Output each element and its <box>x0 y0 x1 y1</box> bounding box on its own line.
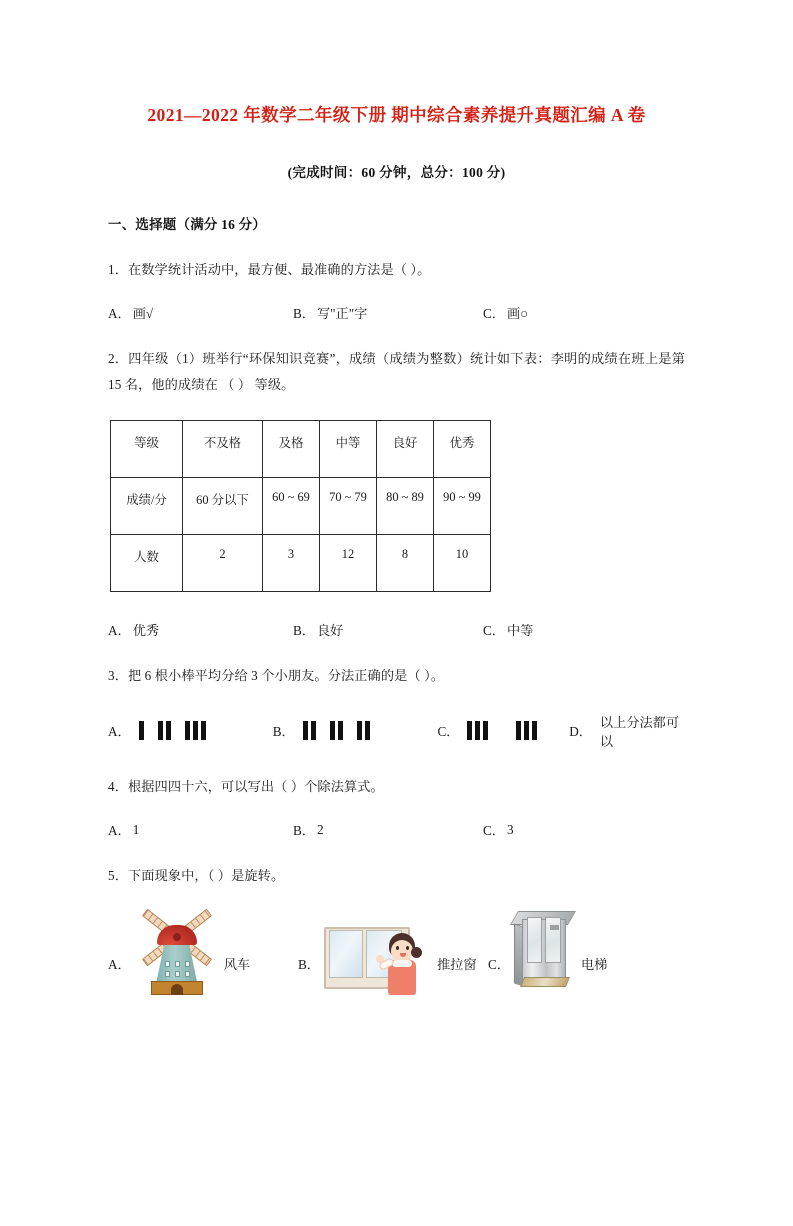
question-5-option-c[interactable] <box>488 909 607 995</box>
question-5-text: 5．下面现象中，（ ）是旋转。 <box>108 868 285 884</box>
question-4-options <box>108 820 685 839</box>
table-cell: 2 <box>183 534 263 591</box>
stick-icon <box>139 721 144 740</box>
windmill-window-icon <box>185 971 190 977</box>
question-4-option-a[interactable] <box>108 820 293 839</box>
question-3-text: 3．把 6 根小棒平均分给 3 个小朋友。分法正确的是（ ）。 <box>108 667 445 683</box>
option-text: 风车 <box>223 957 251 973</box>
option-text: 电梯 <box>580 957 608 973</box>
question-5-option-a[interactable] <box>108 903 298 995</box>
option-text: 优秀 <box>132 622 160 638</box>
table-cell: 优秀 <box>434 420 491 477</box>
table-cell: 及格 <box>263 420 320 477</box>
option-label: C． <box>437 724 460 740</box>
question-2-option-b[interactable] <box>293 620 483 639</box>
question-3-option-b[interactable] <box>273 721 438 740</box>
window-pane-icon <box>329 930 363 978</box>
table-cell: 3 <box>263 534 320 591</box>
girl-face <box>391 940 413 962</box>
windmill-window-icon <box>175 971 180 977</box>
table-cell: 10 <box>434 534 491 591</box>
option-label: A． <box>108 957 131 973</box>
table-cell: 70 ~ 79 <box>320 477 377 534</box>
stick-icon <box>475 721 480 740</box>
question-2-option-c[interactable] <box>483 620 633 639</box>
question-4-option-c[interactable] <box>483 820 633 839</box>
stick-icon <box>483 721 488 740</box>
option-text: 以上分法都可以 <box>599 714 680 749</box>
option-text: 2 <box>316 821 324 837</box>
exam-page <box>0 104 793 1226</box>
stick-icon <box>158 721 163 740</box>
question-3-option-c[interactable] <box>437 721 569 740</box>
question-1-option-a[interactable] <box>108 303 293 322</box>
windmill-window-icon <box>165 971 170 977</box>
question-4-text: 4．根据四四十六，可以写出（ ）个除法算式。 <box>108 778 384 794</box>
question-2-options <box>108 620 685 639</box>
windmill-window-icon <box>165 961 170 967</box>
windmill-picture <box>135 903 219 995</box>
question-4-option-b[interactable] <box>293 820 483 839</box>
table-cell: 等级 <box>111 420 183 477</box>
windmill-hub-icon <box>173 933 181 941</box>
question-1-option-b[interactable] <box>293 303 483 322</box>
question-1-options <box>108 303 685 322</box>
girl-figure <box>380 933 428 995</box>
option-label: B． <box>293 823 315 839</box>
option-text: 推拉窗 <box>436 957 477 973</box>
option-label: B． <box>298 957 320 973</box>
option-label: A． <box>108 306 131 322</box>
table-row <box>111 477 491 534</box>
question-3-option-d[interactable] <box>569 712 685 750</box>
option-label: A． <box>108 724 131 740</box>
option-label: B． <box>272 724 295 740</box>
table-row <box>111 534 491 591</box>
option-label: C． <box>483 306 505 322</box>
stick-bundle <box>516 721 537 740</box>
table-cell: 60 分以下 <box>183 477 263 534</box>
stick-icon <box>201 721 206 740</box>
option-text: 良好 <box>316 622 344 638</box>
stick-bundle <box>158 721 171 740</box>
question-3-options <box>108 712 685 750</box>
question-1-text: 1．在数学统计活动中，最方便、最准确的方法是（ ）。 <box>108 261 431 277</box>
option-label: C． <box>483 823 505 839</box>
question-1-option-c[interactable] <box>483 303 633 322</box>
option-text: 中等 <box>506 622 534 638</box>
table-cell: 8 <box>377 534 434 591</box>
table-cell: 良好 <box>377 420 434 477</box>
table-cell: 人数 <box>111 534 183 591</box>
stick-icon <box>532 721 537 740</box>
question-3-option-a[interactable] <box>108 721 273 740</box>
windmill-door-icon <box>171 984 183 995</box>
stick-icon <box>311 721 316 740</box>
elevator-control-panel-icon <box>550 925 559 930</box>
question-2-option-a[interactable] <box>108 620 293 639</box>
table-cell: 不及格 <box>183 420 263 477</box>
stick-icon <box>185 721 190 740</box>
windmill-window-icon <box>185 961 190 967</box>
option-label: D． <box>569 724 592 740</box>
section-heading-choice: 一、选择题（满分 16 分） <box>108 216 267 232</box>
sliding-window-picture <box>324 925 432 995</box>
stick-icon <box>303 721 308 740</box>
table-cell: 80 ~ 89 <box>377 477 434 534</box>
question-5-options <box>108 903 685 995</box>
table-cell: 90 ~ 99 <box>434 477 491 534</box>
stick-bundle <box>357 721 370 740</box>
stick-bundle <box>303 721 316 740</box>
elevator-glass-panel-icon <box>527 917 542 963</box>
elevator-glass-panel-icon <box>545 917 561 963</box>
grade-statistics-table <box>110 420 491 592</box>
girl-hair-bun <box>411 947 422 958</box>
windmill-window-icon <box>175 961 180 967</box>
stick-bundle <box>467 721 488 740</box>
option-text: 画√ <box>132 306 154 322</box>
table-cell: 中等 <box>320 420 377 477</box>
stick-icon <box>330 721 335 740</box>
stick-icon <box>365 721 370 740</box>
option-text: 3 <box>506 821 514 837</box>
page-title: 2021—2022 年数学二年级下册 期中综合素养提升真题汇编 A 卷 <box>147 105 646 125</box>
option-text: 1 <box>132 821 140 837</box>
stick-icon <box>467 721 472 740</box>
table-cell: 成绩/分 <box>111 477 183 534</box>
elevator-floor <box>520 977 570 987</box>
stick-icon <box>357 721 362 740</box>
option-label: A． <box>108 823 131 839</box>
option-text: 写"正"字 <box>316 306 368 322</box>
option-label: C． <box>483 622 505 638</box>
grade-statistics-table-wrapper <box>108 420 685 592</box>
elevator-picture <box>514 909 576 995</box>
stick-icon <box>193 721 198 740</box>
option-label: C． <box>488 957 510 973</box>
option-label: B． <box>293 306 315 322</box>
stick-bundle <box>139 721 144 740</box>
option-label: B． <box>293 622 315 638</box>
stick-icon <box>516 721 521 740</box>
table-row <box>111 420 491 477</box>
option-text: 画○ <box>506 306 529 322</box>
stick-icon <box>524 721 529 740</box>
question-5-option-b[interactable] <box>298 925 488 995</box>
stick-bundle <box>185 721 206 740</box>
girl-collar <box>392 960 412 967</box>
exam-subtitle: (完成时间：60 分钟，总分：100 分) <box>287 164 506 180</box>
stick-bundle <box>330 721 343 740</box>
table-cell: 60 ~ 69 <box>263 477 320 534</box>
stick-icon <box>338 721 343 740</box>
question-2-text: 2．四年级（1）班举行“环保知识竞赛”，成绩（成绩为整数）统计如下表：李明的成绩在班上是第 15 名，他的成绩在 （ ） 等级。 <box>108 351 685 393</box>
option-label: A． <box>108 622 131 638</box>
table-cell: 12 <box>320 534 377 591</box>
stick-icon <box>166 721 171 740</box>
